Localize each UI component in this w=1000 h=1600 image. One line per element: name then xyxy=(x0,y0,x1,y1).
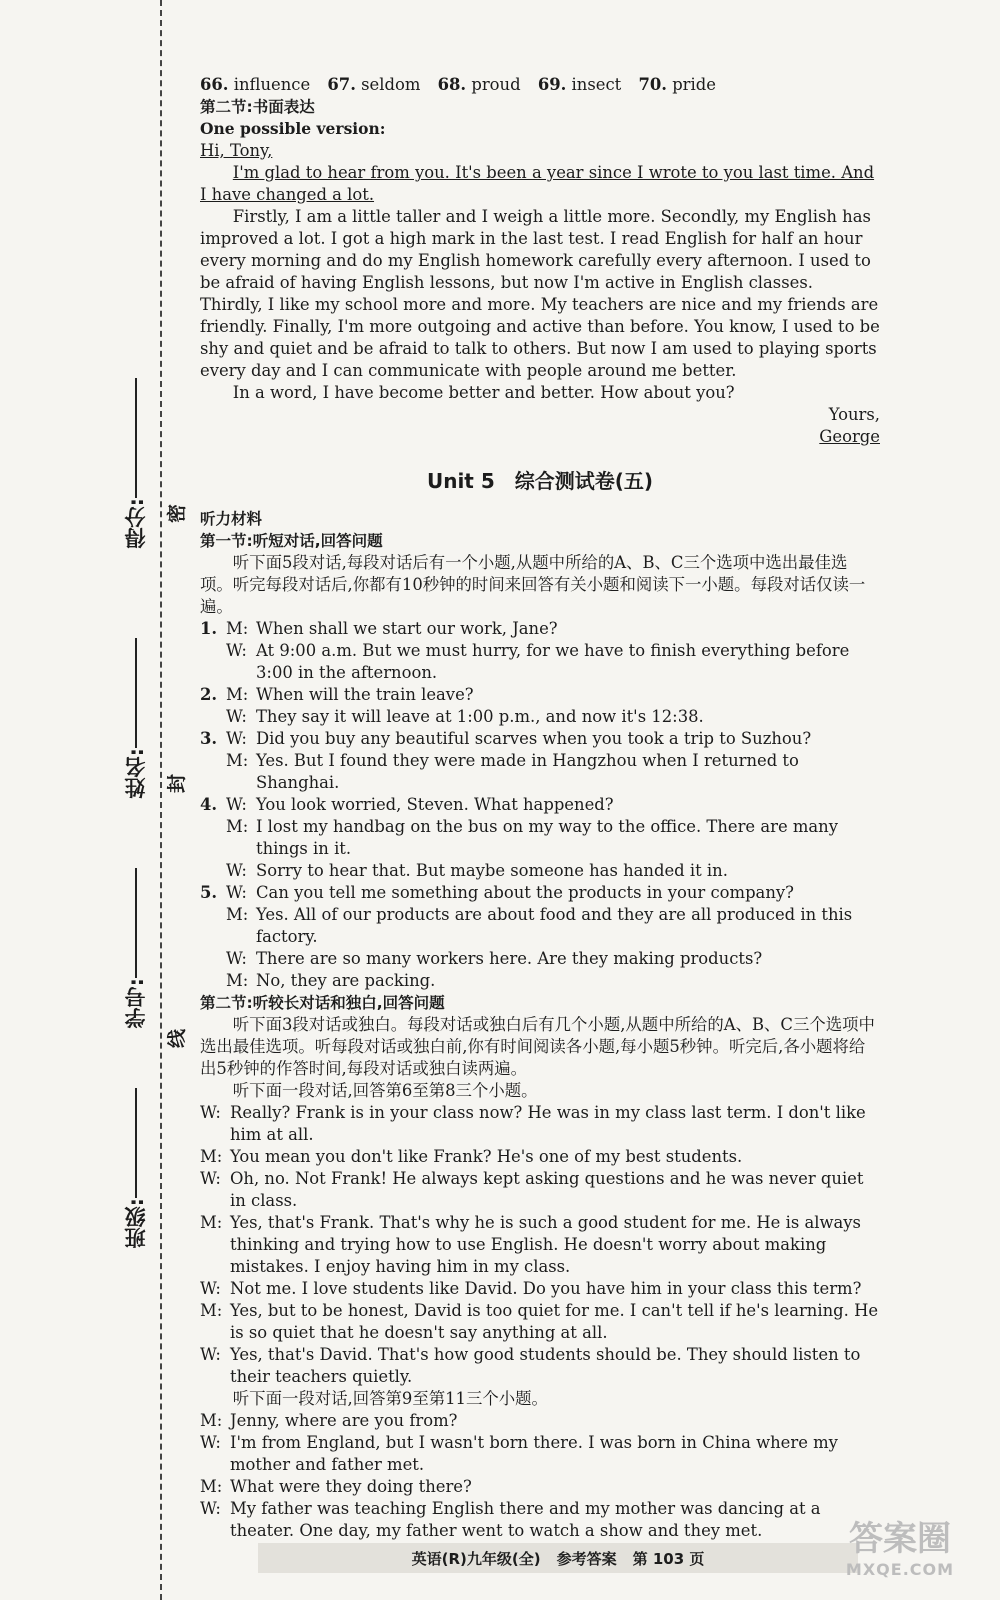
dialogue-number: 5. xyxy=(200,883,218,902)
speaker: W: xyxy=(226,795,247,814)
dialogue-number: 2. xyxy=(200,685,218,704)
version-label: One possible version: xyxy=(200,119,386,138)
conversation-line: Jenny, where are you from? xyxy=(230,1411,458,1430)
dialogue-line: At 9:00 a.m. But we must hurry, for we have to finish everything before 3:00 in the afternoon. xyxy=(256,641,850,682)
number-blank xyxy=(135,868,137,978)
dialogue-line: Yes. But I found they were made in Hangzhou when I returned to Shanghai. xyxy=(256,751,799,792)
conversation1-intro: 听下面一段对话,回答第6至第8三个小题。 xyxy=(232,1081,538,1100)
dialogue-3 xyxy=(200,728,880,794)
dialogue-line: When will the train leave? xyxy=(256,685,474,704)
class-blank xyxy=(135,1088,137,1198)
dialogue-number: 1. xyxy=(200,619,218,638)
logo-top-text: 答案圈 xyxy=(849,1519,951,1559)
dialogue-number: 3. xyxy=(200,729,218,748)
writing-heading: 第二节:书面表达 xyxy=(200,98,315,116)
answers-row xyxy=(200,74,880,96)
unit-title: Unit 5 综合测试卷(五) xyxy=(426,469,654,493)
seal-feng: 封 xyxy=(166,773,189,794)
footer-type: 参考答案 xyxy=(556,1549,617,1568)
answer-word: influence xyxy=(233,75,311,94)
dialogue-4 xyxy=(200,794,880,882)
speaker: W: xyxy=(226,729,247,748)
speaker: M: xyxy=(200,1411,223,1430)
dialogue-line: There are so many workers here. Are they making products? xyxy=(256,949,763,968)
section1-intro: 听下面5段对话,每段对话后有一个小题,从题中所给的A、B、C三个选项中选出最佳选项。听完每段对话后,你都有10秒钟的时间来回答有关小题和阅读下一小题。每段对话仅读一遍。 xyxy=(200,553,866,616)
speaker: M: xyxy=(200,1477,223,1496)
score-label: 得分: xyxy=(124,498,148,549)
speaker: W: xyxy=(226,949,247,968)
speaker: M: xyxy=(226,817,249,836)
answer-num: 67. xyxy=(327,75,356,94)
speaker: M: xyxy=(200,1213,223,1232)
conversation-line: Oh, no. Not Frank! He always kept asking questions and he was never quiet in class. xyxy=(230,1169,864,1210)
dialogue-line: Can you tell me something about the products in your company? xyxy=(256,883,794,902)
speaker: W: xyxy=(200,1433,221,1452)
dialogue-5 xyxy=(200,882,880,992)
conversation-line: What were they doing there? xyxy=(230,1477,472,1496)
conversation-1 xyxy=(200,1102,880,1388)
number-field xyxy=(116,860,156,1028)
dialogue-line: When shall we start our work, Jane? xyxy=(256,619,558,638)
speaker: M: xyxy=(226,685,249,704)
dialogue-line: No, they are packing. xyxy=(256,971,436,990)
speaker: W: xyxy=(200,1169,221,1188)
dialogue-1 xyxy=(200,618,880,684)
footer-subject: 英语(R)九年级(全) xyxy=(411,1549,541,1568)
binding-line xyxy=(160,0,162,1600)
name-blank xyxy=(135,638,137,748)
section2-title: 第二节:听较长对话和独白,回答问题 xyxy=(200,994,445,1012)
content xyxy=(200,74,880,1542)
speaker: M: xyxy=(226,619,249,638)
score-field xyxy=(116,370,156,548)
speaker: M: xyxy=(226,971,249,990)
seal-xian: 线 xyxy=(166,1028,189,1049)
answer-num: 69. xyxy=(537,75,567,94)
section2-intro: 听下面3段对话或独白。每段对话或独白后有几个小题,从题中所给的A、B、C三个选项中选出最佳选项。听每段对话或独白前,你有时间阅读各小题,每小题5秒钟。听完后,各小题将给出5秒钟的作答时间,每段对话或独白读两遍。 xyxy=(200,1015,875,1078)
dialogue-line: Sorry to hear that. But maybe someone has handed it in. xyxy=(256,861,728,880)
watermark-logo xyxy=(820,1500,980,1590)
speaker: W: xyxy=(200,1103,221,1122)
dialogue-line: I lost my handbag on the bus on my way to the office. There are many things in it. xyxy=(256,817,838,858)
speaker: M: xyxy=(200,1301,223,1320)
dialogue-number: 4. xyxy=(200,795,218,814)
dialogue-line: You look worried, Steven. What happened? xyxy=(256,795,614,814)
conversation-line: I'm from England, but I wasn't born there. I was born in China where my mother and father met. xyxy=(230,1433,838,1474)
class-label: 班级: xyxy=(124,1198,148,1249)
answer-num: 68. xyxy=(437,75,467,94)
dialogue-line: Did you buy any beautiful scarves when you took a trip to Suzhou? xyxy=(256,729,812,748)
speaker: W: xyxy=(226,641,247,660)
conversation2-intro: 听下面一段对话,回答第9至第11三个小题。 xyxy=(232,1389,548,1408)
speaker: W: xyxy=(200,1345,221,1364)
section1-title: 第一节:听短对话,回答问题 xyxy=(200,532,383,550)
speaker: M: xyxy=(226,751,249,770)
seal-mi: 密 xyxy=(166,503,189,524)
letter-paragraph-3: In a word, I have become better and better. How about you? xyxy=(232,383,735,402)
name-label: 姓名: xyxy=(124,748,148,799)
speaker: W: xyxy=(226,861,247,880)
conversation-line: Yes, but to be honest, David is too quiet for me. I can't tell if he's learning. He is so quiet that he doesn't say anything at all. xyxy=(230,1301,879,1342)
dialogue-line: They say it will leave at 1:00 p.m., and now it's 12:38. xyxy=(256,707,704,726)
conversation-line: You mean you don't like Frank? He's one of my best students. xyxy=(230,1147,743,1166)
speaker: W: xyxy=(226,707,247,726)
class-field xyxy=(116,1080,156,1248)
speaker: M: xyxy=(226,905,249,924)
dialogue-2 xyxy=(200,684,880,728)
conversation-line: Really? Frank is in your class now? He was in my class last term. I don't like him at all. xyxy=(230,1103,866,1144)
greeting: Hi, Tony, xyxy=(200,141,273,160)
conversation-line: My father was teaching English there and my mother was dancing at a theater. One day, my father went to watch a show and they met. xyxy=(230,1499,821,1540)
name-field xyxy=(116,630,156,798)
speaker: W: xyxy=(200,1499,221,1518)
page-footer xyxy=(258,1543,858,1573)
closing: Yours, xyxy=(828,405,880,424)
answer-word: insect xyxy=(571,75,622,94)
conversation-2 xyxy=(200,1410,880,1542)
answer-num: 66. xyxy=(200,75,229,94)
answer-num: 70. xyxy=(638,75,667,94)
footer-page-number: 第 103 页 xyxy=(632,1549,705,1568)
letter-paragraph-1: I'm glad to hear from you. It's been a year since I wrote to you last time. And I have changed a lot. xyxy=(200,163,875,204)
number-label: 学号: xyxy=(124,978,148,1029)
answer-word: proud xyxy=(471,75,521,94)
dialogue-line: Yes. All of our products are about food and they are all produced in this factory. xyxy=(256,905,853,946)
conversation-line: Yes, that's Frank. That's why he is such a good student for me. He is always thinking and trying how to use English. He doesn't worry about making mistakes. I enjoy having him in my class. xyxy=(230,1213,861,1276)
logo-bottom-text: MXQE.COM xyxy=(845,1560,955,1579)
answer-word: seldom xyxy=(361,75,421,94)
answer-word: pride xyxy=(672,75,716,94)
listening-heading: 听力材料 xyxy=(200,510,263,528)
speaker: M: xyxy=(200,1147,223,1166)
score-blank xyxy=(135,378,137,498)
signature: George xyxy=(819,427,880,446)
conversation-line: Yes, that's David. That's how good students should be. They should listen to their teachers quietly. xyxy=(230,1345,861,1386)
speaker: W: xyxy=(226,883,247,902)
conversation-line: Not me. I love students like David. Do you have him in your class this term? xyxy=(230,1279,862,1298)
speaker: W: xyxy=(200,1279,221,1298)
letter-paragraph-2: Firstly, I am a little taller and I weigh a little more. Secondly, my English has improved a lot. I got a high mark in the last test. I read English for half an hour every morning and do my English homework carefully every afternoon. I used to be afraid of having English lessons, but now I'm active in English classes. Thirdly, I like my school more and more. My teachers are nice and my friends are friendly. Finally, I'm more outgoing and active than before. You know, I used to be shy and quiet and be afraid to talk to others. But now I am used to playing sports every day and I can communicate with people around me better. xyxy=(200,207,880,380)
